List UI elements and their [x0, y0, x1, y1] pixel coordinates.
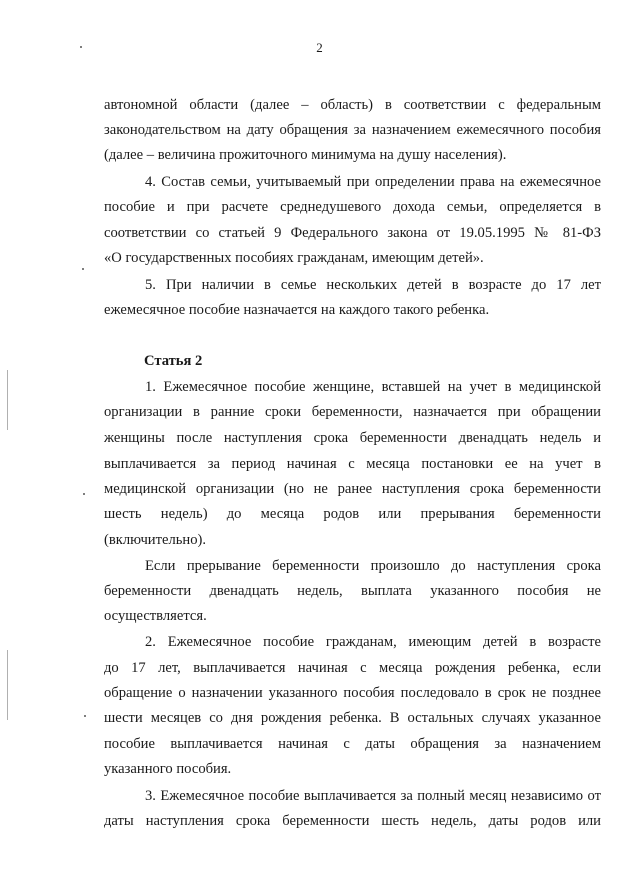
text-line: (включительно).	[104, 532, 207, 548]
scan-edge-line	[7, 650, 8, 720]
text-line: ежемесячное пособие назначается на каждого такого ребенка.	[104, 302, 490, 318]
text-line: 2. Ежемесячное пособие гражданам, имеющим детей в возрасте	[145, 634, 601, 650]
text-line: шести месяцев со дня рождения ребенка. В остальных случаях указанное	[104, 710, 601, 726]
text-line: автономной области (далее – область) в соответствии с федеральным	[104, 97, 601, 113]
text-line: беременности двенадцать недель, выплата указанного пособия не	[104, 583, 601, 599]
text-line: обращение о назначении указанного пособия последовало в срок не позднее	[104, 685, 601, 701]
text-line: даты наступления срока беременности шесть недель, даты родов или	[104, 813, 601, 829]
text-line: медицинской организации (но не ранее наступления срока беременности	[104, 481, 601, 497]
text-line: Если прерывание беременности произошло до наступления срока	[145, 558, 601, 574]
scan-speck	[83, 493, 85, 495]
text-line: 3. Ежемесячное пособие выплачивается за полный месяц независимо от	[145, 788, 601, 804]
text-line: женщины после наступления срока беременности двенадцать недель и	[104, 430, 601, 446]
text-line: пособие выплачивается начиная с даты обращения за назначением	[104, 736, 601, 752]
text-line: до 17 лет, выплачивается начиная с месяца рождения ребенка, если	[104, 660, 601, 676]
text-line: законодательством на дату обращения за назначением ежемесячного пособия	[104, 122, 601, 138]
scan-speck	[80, 46, 82, 48]
text-line: выплачивается за период начиная с месяца постановки ее на учет в	[104, 456, 601, 472]
text-line: шесть недель) до месяца родов или прерывания беременности	[104, 506, 601, 522]
text-line: соответствии со статьей 9 Федерального закона от 19.05.1995 № 81-ФЗ	[104, 225, 601, 241]
text-line: 5. При наличии в семье нескольких детей в возрасте до 17 лет	[145, 277, 601, 293]
scan-edge-line	[7, 370, 8, 430]
scan-speck	[82, 268, 84, 270]
text-line: организации в ранние сроки беременности, назначается при обращении	[104, 404, 601, 420]
text-line: указанного пособия.	[104, 761, 232, 777]
scan-speck	[84, 715, 86, 717]
article-heading: Статья 2	[144, 353, 203, 369]
text-line: осуществляется.	[104, 608, 207, 624]
text-line: 4. Состав семьи, учитываемый при определении права на ежемесячное	[145, 174, 601, 190]
page-number: 2	[316, 40, 323, 55]
text-line: пособие и при расчете среднедушевого дохода семьи, определяется в	[104, 199, 601, 215]
text-line: (далее – величина прожиточного минимума на душу населения).	[104, 147, 507, 163]
text-line: 1. Ежемесячное пособие женщине, вставшей на учет в медицинской	[145, 379, 601, 395]
text-line: «О государственных пособиях гражданам, имеющим детей».	[104, 250, 484, 266]
